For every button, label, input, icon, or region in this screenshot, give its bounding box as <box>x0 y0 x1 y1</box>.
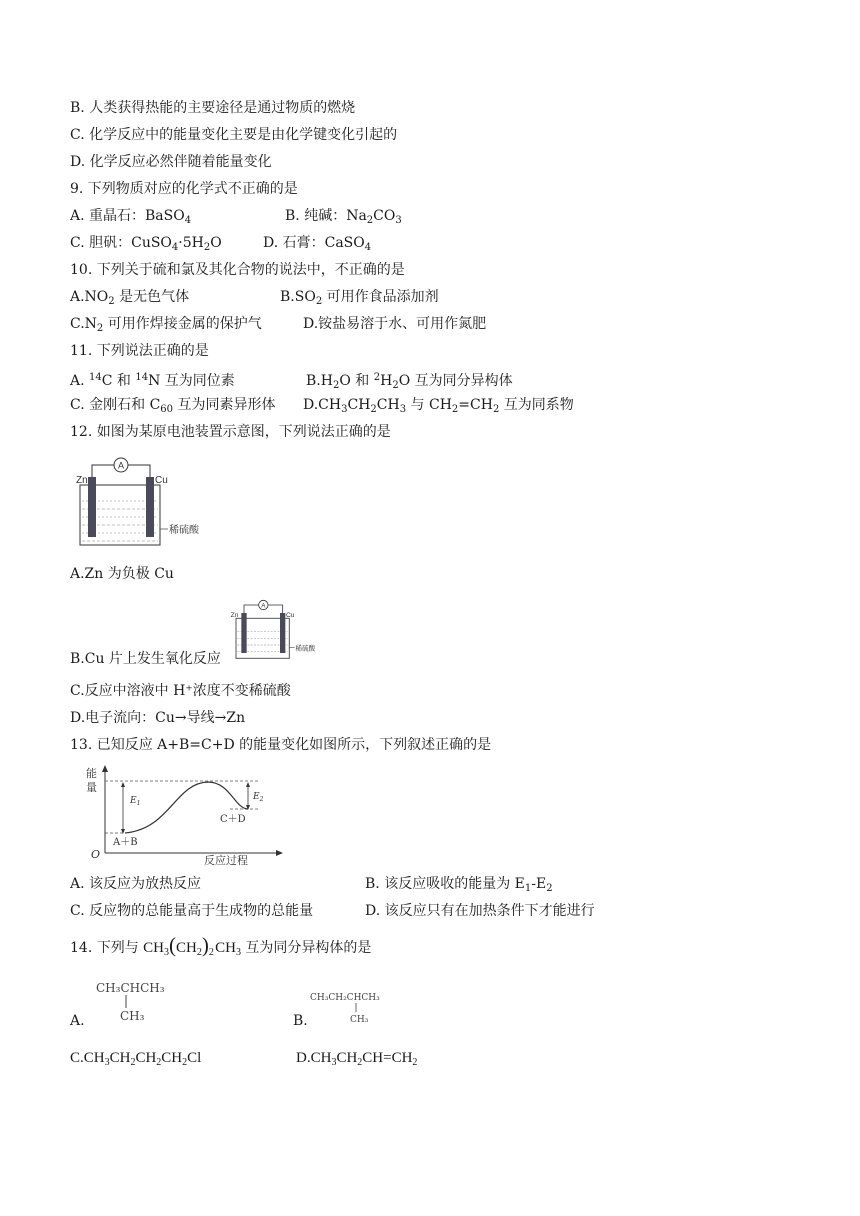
q8-option-c: C. 化学反应中的能量变化主要是由化学键变化引起的 <box>70 127 398 143</box>
a-branch-group: CH₃ <box>120 1009 145 1023</box>
q14-option-d-label: D. <box>296 1050 311 1066</box>
q14-option-b-label: B. <box>293 1013 308 1029</box>
q13-stem: 13. 已知反应 A+B=C+D 的能量变化如图所示，下列叙述正确的是 <box>70 737 492 753</box>
q10-option-d: D.铵盐易溶于水、可用作氮肥 <box>303 316 487 332</box>
zn-electrode <box>88 477 96 537</box>
a-main-chain: CH₃CHCH₃ <box>96 981 165 995</box>
q11-option-b: $B.H_2O$ 和 $^2H_2O$ 互为同分异构体 <box>306 372 513 391</box>
q9-option-b: B. 纯碱：$Na_2CO_3$ <box>285 208 402 226</box>
q14-option-c: $C.CH_3CH_2CH_2CH_2Cl$ <box>70 1050 202 1068</box>
energy-curve <box>125 782 248 833</box>
q14-stem-post: 互为同分异构体的是 <box>245 940 372 956</box>
q12-option-a: A.Zn 为负极 Cu <box>70 566 174 582</box>
q12-option-b: B.Cu 片上发生氧化反应 <box>70 651 221 667</box>
q11-option-c: C. 金刚石和 $C_{60}$ 互为同素异形体 <box>70 397 276 415</box>
q12-stem: 12. 如图为某原电池装置示意图，下列说法正确的是 <box>70 424 391 440</box>
b-branch-group: CH₃ <box>350 1015 369 1025</box>
q14-option-c-label: C. <box>70 1050 84 1066</box>
products-label: C＋D <box>220 814 246 825</box>
galvanic-cell-figure-small <box>228 596 316 664</box>
q9-option-c: C. 胆矾：$CuSO_4\cdot 5H_2O$ <box>70 235 222 253</box>
q14-formula: $CH_3(CH_2)_2$ $CH_3$ <box>143 933 241 958</box>
q11-option-a: A. $^{14}$C 和 $^{14}$N 互为同位素 <box>70 372 235 389</box>
q10-option-c: $C.N_2$ 可用作焊接金属的保护气 <box>70 316 262 334</box>
zn-label: Zn <box>76 475 88 486</box>
q10-option-b: $B.SO_2$ 可用作食品添加剂 <box>280 289 439 307</box>
q14-b-structure <box>308 990 398 1030</box>
q13-option-c: C. 反应物的总能量高于生成物的总能量 <box>70 903 314 919</box>
q9-stem: 9. 下列物质对应的化学式不正确的是 <box>70 181 298 197</box>
q14-stem <box>70 934 371 964</box>
cu-electrode <box>146 477 154 537</box>
q10-stem: 10. 下列关于硫和氯及其化合物的说法中，不正确的是 <box>70 262 405 278</box>
q9-option-d: D. 石膏：CaSO$_4$ <box>263 235 372 253</box>
q14-stem-pre: 14. 下列与 <box>70 940 139 956</box>
e2-label: $E_2$ <box>253 792 264 803</box>
y-axis-label-2: 量 <box>86 781 97 794</box>
q12-option-c: C.反应中溶液中 H⁺浓度不变稀硫酸 <box>70 683 291 699</box>
cu-electrode-small <box>280 613 285 653</box>
q14-option-a-label: A. <box>70 1013 85 1029</box>
reactants-label: A＋B <box>113 837 138 848</box>
q8-option-b: B. 人类获得热能的主要途径是通过物质的燃烧 <box>70 100 356 116</box>
ammeter-label: A <box>117 460 125 471</box>
x-axis-label: 反应过程 <box>204 854 248 867</box>
q13-option-b: B. 该反应吸收的能量为 $E_1-E_2$ <box>365 876 553 894</box>
q12-option-d: D.电子流向：Cu→导线→Zn <box>70 710 246 726</box>
q14-a-structure <box>94 978 184 1028</box>
acid-label-small: 稀硫酸 <box>295 644 316 653</box>
cu-label-small: Cu <box>286 612 295 619</box>
cu-label: Cu <box>155 475 168 486</box>
e1-label: $E_1$ <box>130 796 141 807</box>
q13-option-d: D. 该反应只有在加热条件下才能进行 <box>365 903 595 919</box>
energy-diagram <box>80 763 285 868</box>
galvanic-cell-figure <box>68 455 199 550</box>
b-main-chain: CH₃CH₂CHCH₃ <box>310 993 380 1003</box>
q8-option-d: D. 化学反应必然伴随着能量变化 <box>70 154 272 170</box>
q13-option-a: A. 该反应为放热反应 <box>70 876 202 892</box>
x-axis-arrow <box>276 850 283 856</box>
origin-label: O <box>91 848 101 861</box>
acid-label: 稀硫酸 <box>169 525 199 536</box>
q11-option-d: $D.CH_3CH_2CH_3$ 与 $CH_2=CH_2$ 互为同系物 <box>303 397 574 415</box>
q14-option-d: $D.CH_3CH_2CH=CH_2$ <box>296 1050 418 1068</box>
q11-stem: 11. 下列说法正确的是 <box>70 343 209 359</box>
zn-label-small: Zn <box>230 612 239 619</box>
y-axis-arrow <box>102 765 108 772</box>
q10-option-a: $A.NO_2$ 是无色气体 <box>70 289 190 307</box>
y-axis-label-1: 能 <box>86 767 97 780</box>
q9-option-a: A. 重晶石：BaSO$_4$ <box>70 208 192 226</box>
zn-electrode-small <box>241 613 246 653</box>
ammeter-label-small: A <box>261 603 266 610</box>
